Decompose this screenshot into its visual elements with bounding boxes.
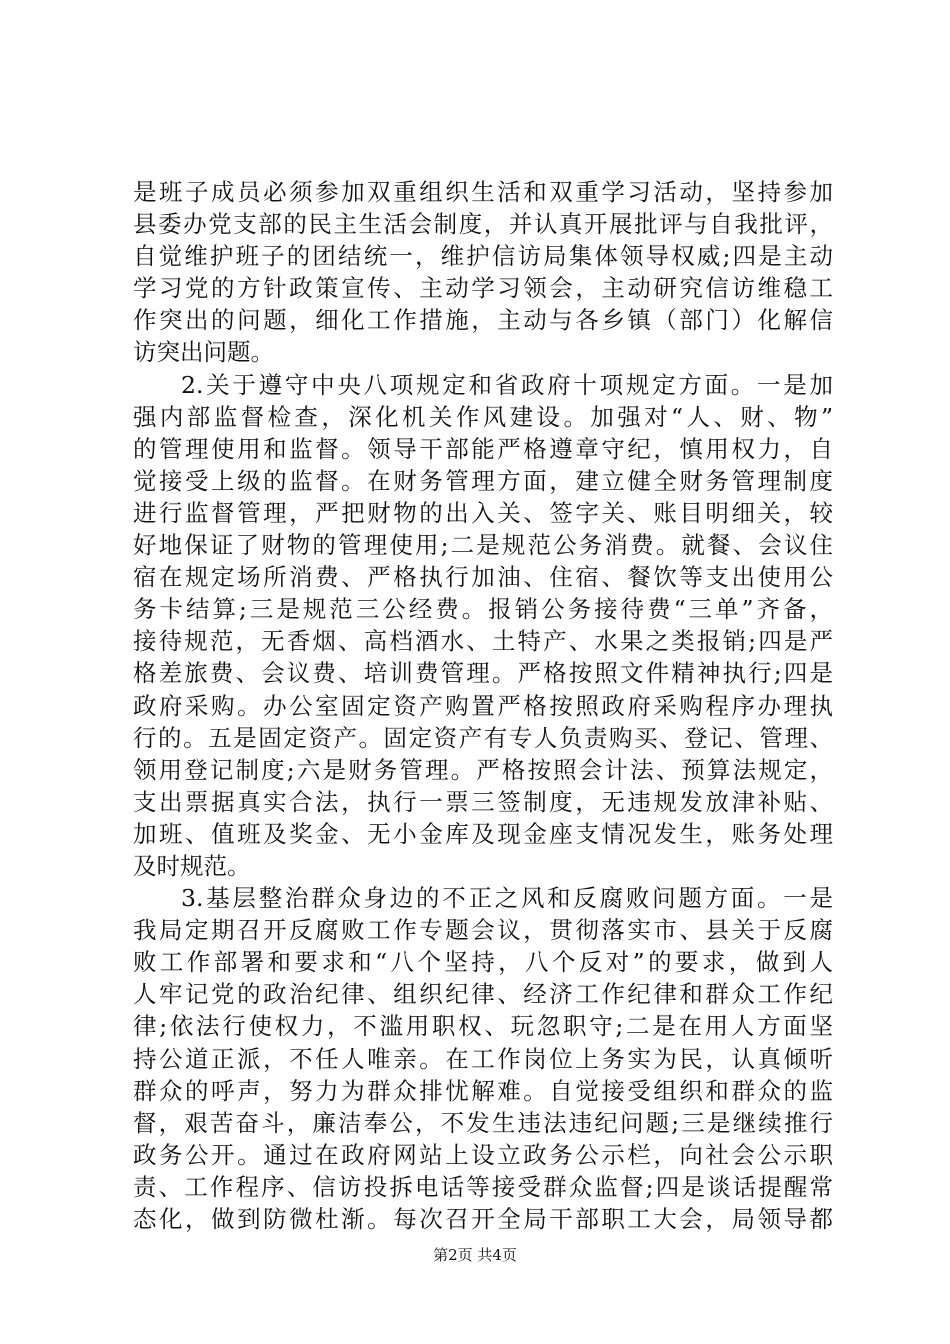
text-line: 强内部监督检查，深化机关作风建设。加强对“人、财、物”: [133, 402, 833, 431]
text-line: 务卡结算;三是规范三公经费。报销公务接待费“三单”齐备，: [133, 595, 833, 624]
text-line: 败工作部署和要求和“八个坚持，八个反对”的要求，做到人: [133, 948, 833, 977]
text-line: 督，艰苦奋斗，廉洁奉公，不发生违法违纪问题;三是继续推行: [133, 1108, 833, 1137]
text-line: 县委办党支部的民主生活会制度，并认真开展批评与自我批评，: [133, 210, 833, 239]
text-line: 自觉维护班子的团结统一，维护信访局集体领导权威;四是主动: [133, 242, 833, 271]
text-line: 行的。五是固定资产。固定资产有专人负责购买、登记、管理、: [133, 723, 833, 752]
text-line: 宿在规定场所消费、严格执行加油、住宿、餐饮等支出使用公: [133, 563, 833, 592]
text-line: 态化，做到防微杜渐。每次召开全局干部职工大会，局领导都: [133, 1205, 833, 1233]
text-line: 责、工作程序、信访投拆电话等接受群众监督;四是谈话提醒常: [133, 1172, 833, 1201]
text-line: 接待规范，无香烟、高档酒水、土特产、水果之类报销;四是严: [133, 627, 833, 656]
text-line: 群众的呼声，努力为群众排忧解难。自觉接受组织和群众的监: [133, 1076, 833, 1105]
text-line: 律;依法行使权力，不滥用职权、玩忽职守;二是在用人方面坚: [133, 1012, 833, 1041]
text-line: 访突出问题。: [133, 338, 274, 367]
page-number-footer: 第2页 共4页: [433, 1246, 517, 1264]
text-line: 觉接受上级的监督。在财务管理方面，建立健全财务管理制度: [133, 466, 833, 495]
text-line: 格差旅费、会议费、培训费管理。严格按照文件精神执行;四是: [133, 659, 833, 688]
text-line: 作突出的问题，细化工作措施，主动与各乡镇（部门）化解信: [133, 306, 833, 335]
text-line: 政务公开。通过在政府网站上设立政务公示栏，向社会公示职: [133, 1140, 833, 1169]
text-line: 是班子成员必须参加双重组织生活和双重学习活动，坚持参加: [133, 178, 833, 206]
text-line: 领用登记制度;六是财务管理。严格按照会计法、预算法规定，: [133, 755, 833, 784]
text-line: 学习党的方针政策宣传、主动学习领会，主动研究信访维稳工: [133, 274, 833, 303]
text-line: 加班、值班及奖金、无小金库及现金座支情况发生，账务处理: [133, 819, 833, 848]
text-line: 政府采购。办公室固定资产购置严格按照政府采购程序办理执: [133, 691, 833, 720]
body-text: [133, 176, 833, 1235]
text-line: 人牢记党的政治纪律、组织纪律、经济工作纪律和群众工作纪: [133, 980, 833, 1009]
paragraph-2-heading-line: 2.关于遵守中央八项规定和省政府十项规定方面。一是加: [181, 370, 833, 399]
text-line: 持公道正派，不任人唯亲。在工作岗位上务实为民，认真倾听: [133, 1044, 833, 1073]
text-line: 我局定期召开反腐败工作专题会议，贯彻落实市、县关于反腐: [133, 916, 833, 945]
text-line: 好地保证了财物的管理使用;二是规范公务消费。就餐、会议住: [133, 531, 833, 560]
text-line: 进行监督管理，严把财物的出入关、签字关、账目明细关，较: [133, 498, 833, 527]
text-line: 及时规范。: [133, 851, 251, 880]
text-line: 的管理使用和监督。领导干部能严格遵章守纪，慎用权力，自: [133, 434, 833, 463]
text-line: 支出票据真实合法，执行一票三签制度，无违规发放津补贴、: [133, 787, 833, 816]
paragraph-3-heading-line: 3.基层整治群众身边的不正之风和反腐败问题方面。一是: [181, 884, 833, 913]
